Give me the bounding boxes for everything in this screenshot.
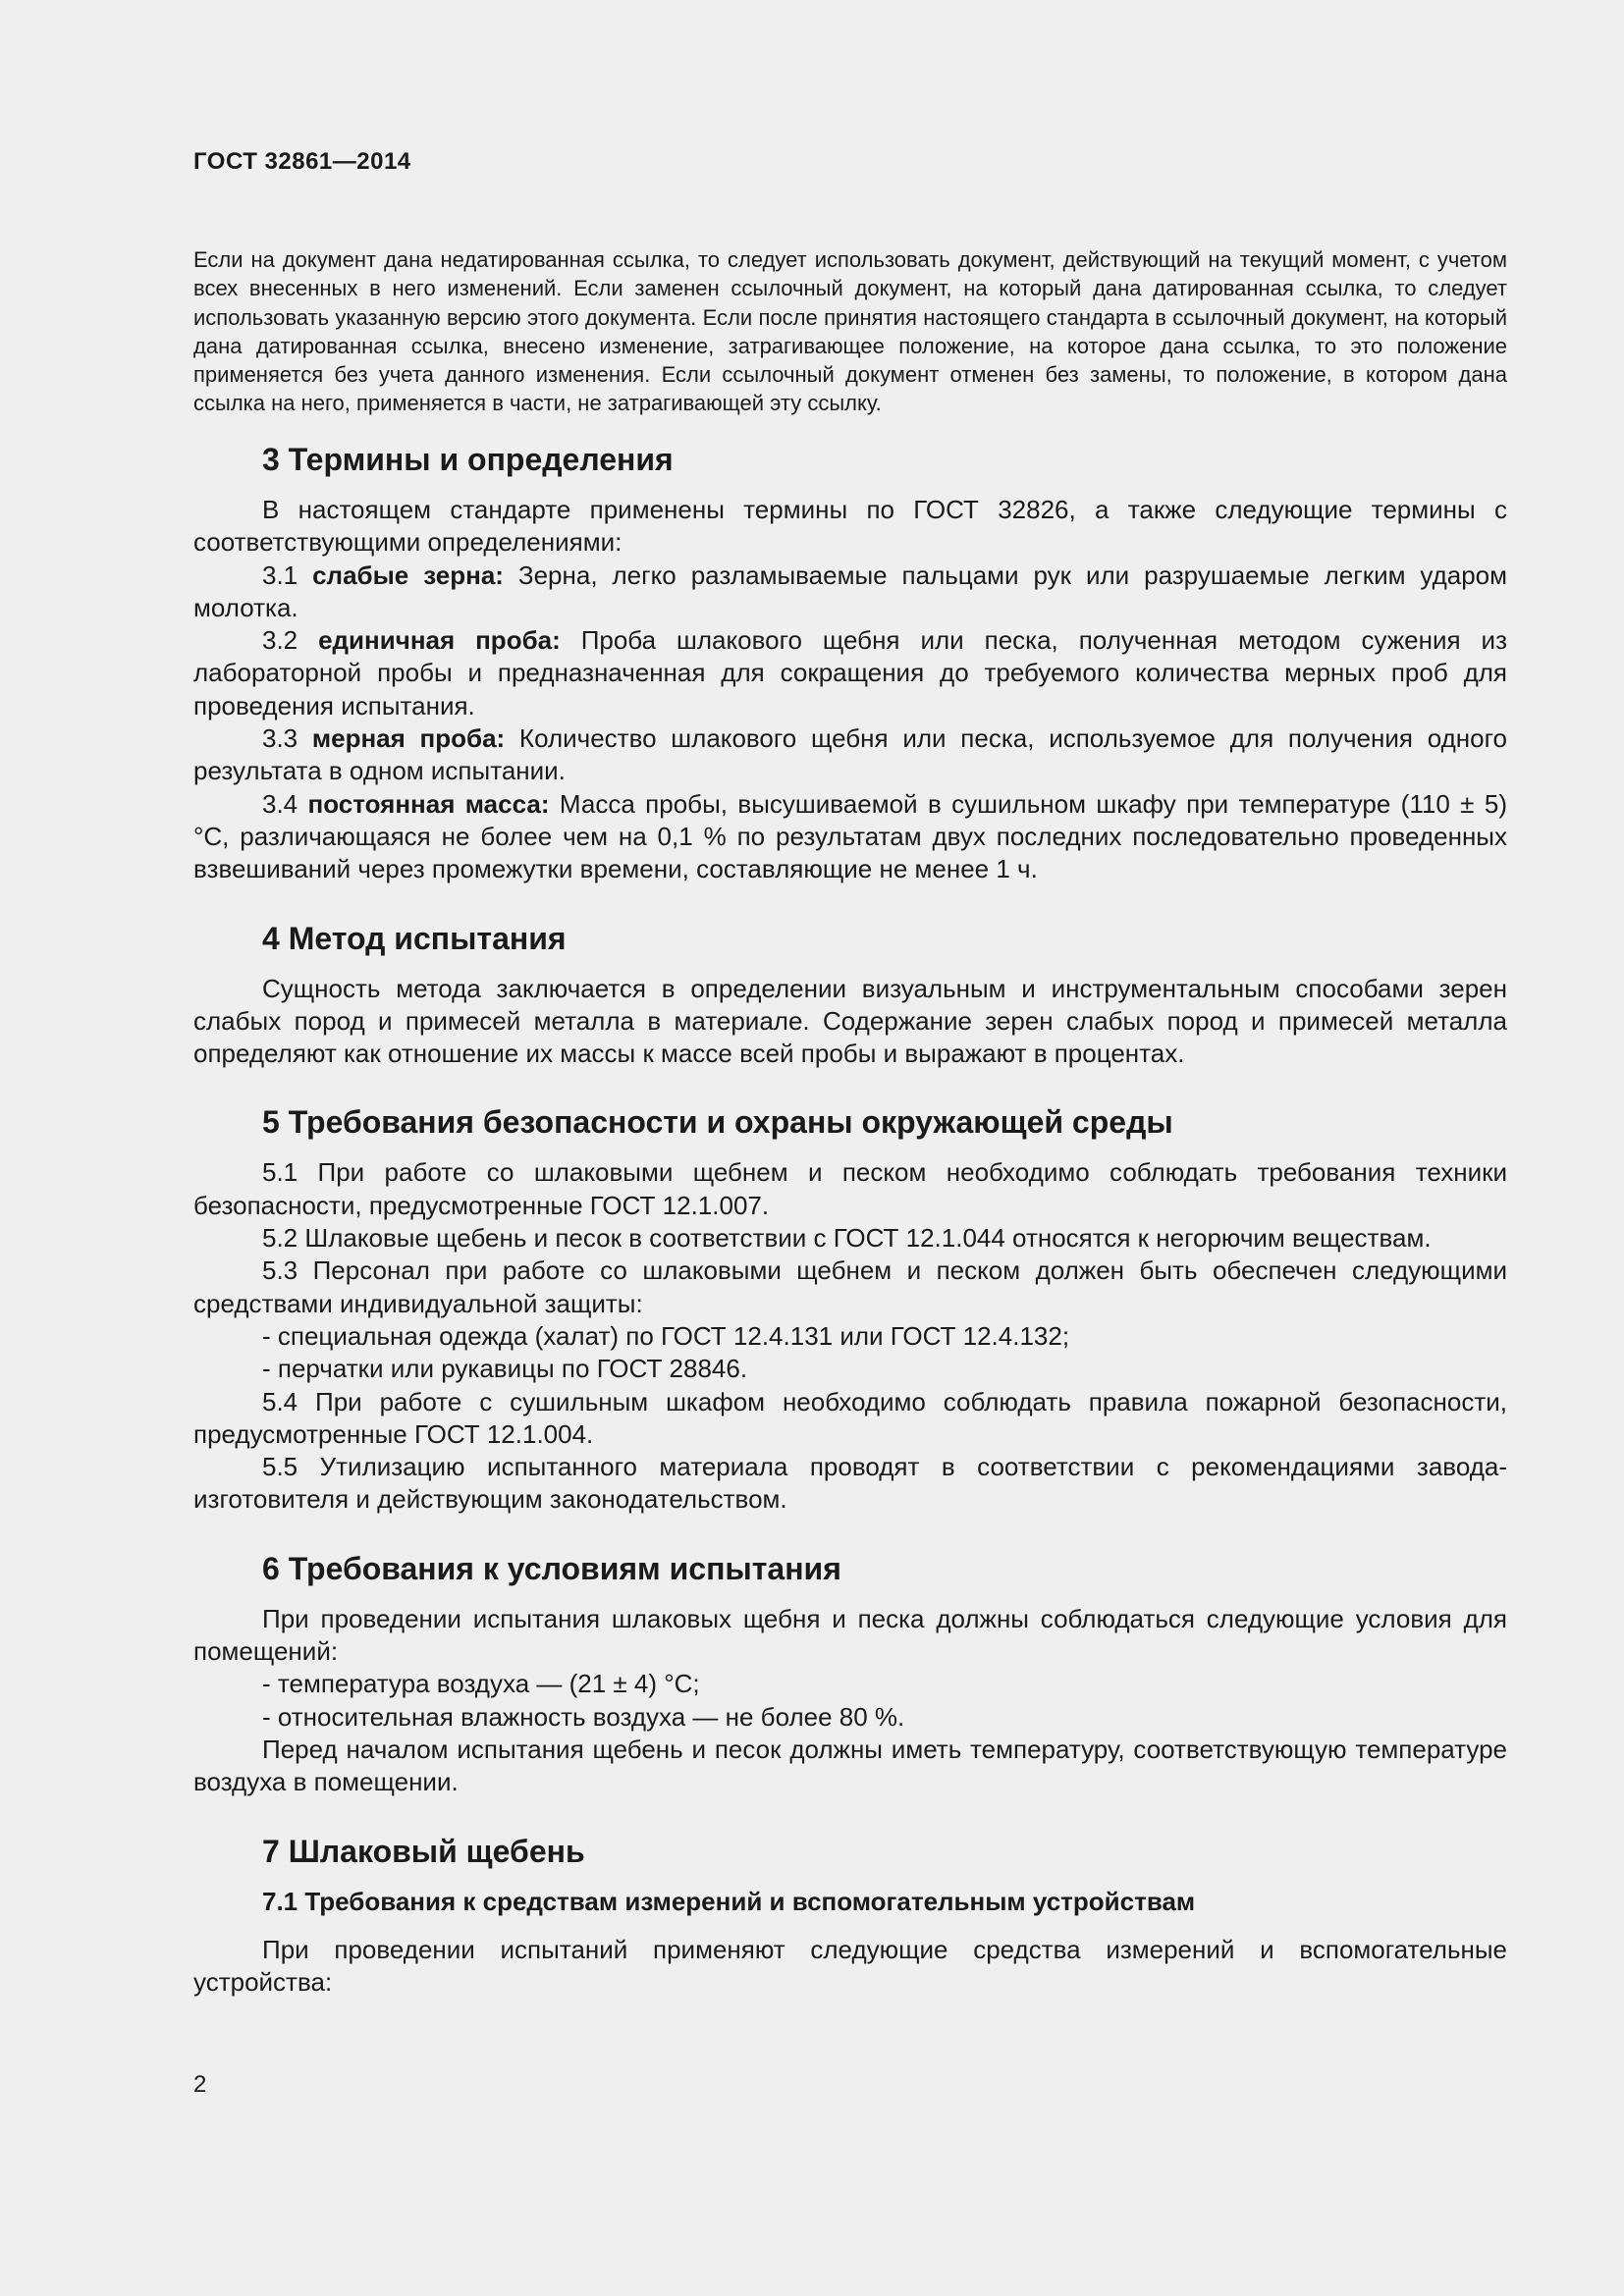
section-6-heading: 6 Требования к условиям испытания (262, 1550, 841, 1586)
list-item: - относительная влажность воздуха — не более 80 %. (262, 1701, 905, 1732)
clause-5-3: 5.3 Персонал при работе со шлаковыми щебнем и песком должен быть обеспечен следующими средствами индивидуальной защиты: (193, 1255, 1507, 1318)
section-7-heading: 7 Шлаковый щебень (262, 1833, 585, 1869)
document-body (193, 440, 1507, 1999)
term-3-2-name: единичная проба: (318, 625, 561, 656)
term-3-3-name: мерная проба: (311, 723, 506, 754)
term-3-1: 3.1 слабые зерна: Зерна, легко разламываемые пальцами рук или разрушаемые легким ударом молотка. (193, 560, 1507, 622)
list-item: - перчатки или рукавицы по ГОСТ 28846. (262, 1354, 748, 1384)
clause-5-5: 5.5 Утилизацию испытанного материала проводят в соответствии с рекомендациями завода-изготовителя и действующим законодательством. (193, 1452, 1507, 1515)
clause-5-1: 5.1 При работе со шлаковыми щебнем и песком необходимо соблюдать требования техники безопасности, предусмотренные ГОСТ 12.1.007. (193, 1157, 1507, 1220)
term-3-1-name: слабые зерна: (312, 560, 504, 590)
page-number: 2 (193, 2071, 207, 2098)
intro-paragraph: Если на документ дана недатированная ссылка, то следует использовать документ, действующий на текущий момент, с учетом всех внесенных в него изменений. Если заменен ссылочный документ, на который дана датированная ссылка, то следует использовать указанную версию этого документа. Если после принятия настоящего стандарта в ссылочный документ, на который дана датированная ссылка, внесено изменение, затрагивающее положение, на которое дана ссылка, то это положение применяется без учета данного изменения. Если ссылочный документ отменен без замены, то положение, в котором дана ссылка на него, применяется в части, не затрагивающей эту ссылку. (193, 247, 1507, 416)
section-7-paragraph: При проведении испытаний применяют следующие средства измерений и вспомогательные устройства: (193, 1934, 1507, 1997)
list-item: - специальная одежда (халат) по ГОСТ 12.4.131 или ГОСТ 12.4.132; (262, 1320, 1070, 1351)
section-6-paragraph: При проведении испытания шлаковых щебня и песка должны соблюдаться следующие условия для помещений: (193, 1603, 1507, 1667)
clause-5-4: 5.4 При работе с сушильным шкафом необходимо соблюдать правила пожарной безопасности, предусмотренные ГОСТ 12.1.004. (193, 1386, 1507, 1449)
subsection-7-1-heading: 7.1 Требования к средствам измерений и вспомогательным устройствам (262, 1886, 1196, 1916)
section-4-paragraph: Сущность метода заключается в определении визуальным и инструментальным способами зерен слабых пород и примесей металла в материале. Содержание зерен слабых пород и примесей металла определяют как отношение их массы к массе всей пробы и выражают в процентах. (193, 973, 1507, 1069)
clause-5-2: 5.2 Шлаковые щебень и песок в соответствии с ГОСТ 12.1.044 относятся к негорючим веществам. (262, 1223, 1432, 1254)
term-3-3: 3.3 мерная проба: Количество шлакового щебня или песка, используемое для получения одного результата в одном испытании. (193, 723, 1507, 786)
term-3-4-name: постоянная масса: (307, 788, 550, 819)
section-4-heading: 4 Метод испытания (262, 920, 567, 956)
term-3-4: 3.4 постоянная масса: Масса пробы, высушиваемой в сушильном шкафу при температуре (110 ± 5) °С, различающаяся не более чем на 0,1 % по результатам двух последних последовательно проведенных взвешиваний через промежутки времени, составляющие не менее 1 ч. (193, 788, 1507, 884)
document-header: ГОСТ 32861—2014 (193, 148, 411, 175)
section-5-heading: 5 Требования безопасности и охраны окружающей среды (262, 1104, 1173, 1141)
section-3-lead: В настоящем стандарте применены термины по ГОСТ 32826, а также следующие термины с соответствующими определениями: (193, 495, 1507, 558)
list-item: - температура воздуха — (21 ± 4) °С; (262, 1669, 700, 1699)
section-3-heading: 3 Термины и определения (262, 442, 674, 477)
term-3-2: 3.2 единичная проба: Проба шлакового щебня или песка, полученная методом сужения из лабораторной пробы и предназначенная для сокращения до требуемого количества мерных проб для проведения испытания. (193, 625, 1507, 721)
section-6-paragraph-2: Перед началом испытания щебень и песок должны иметь температуру, соответствующую температуре воздуха в помещении. (193, 1734, 1507, 1797)
